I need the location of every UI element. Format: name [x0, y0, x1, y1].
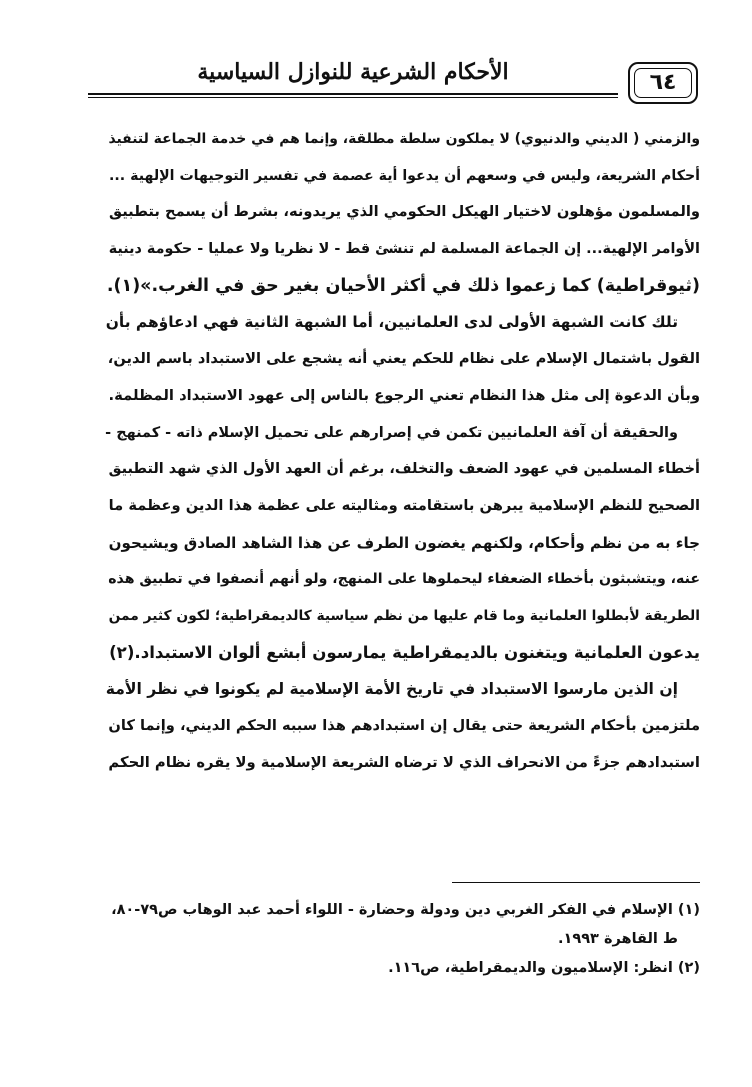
body-text [96, 121, 700, 781]
body-line: القول باشتمال الإسلام على نظام للحكم يعني أنه يشجع على الاستبداد باسم الدين، [107, 350, 700, 368]
header-rule [88, 93, 618, 95]
paragraph-first-line: تلك كانت الشبهة الأولى لدى العلمانيين، أما الشبهة الثانية فهي ادعاؤهم بأن [105, 313, 678, 332]
running-header-title: الأحكام الشرعية للنوازل السياسية [197, 59, 509, 85]
body-line: أخطاء المسلمين في عهود الضعف والتخلف، برغم أن العهد الأول الذي شهد التطبيق [108, 461, 700, 478]
body-line: والزمني ( الديني والدنيوي) لا يملكون سلطة مطلقة، وإنما هم في خدمة الجماعة لتنفيذ [108, 131, 700, 147]
page-number: ٦٤ [628, 62, 698, 104]
footnote-separator [452, 882, 700, 883]
body-line: والمسلمون مؤهلون لاختيار الهيكل الحكومي الذي يريدونه، بشرط أن يسمح بتطبيق [108, 203, 700, 221]
body-line: أحكام الشريعة، وليس في وسعهم أن يدعوا أية عصمة في تفسير التوجيهات الإلهية ... [109, 167, 700, 184]
paragraph-first-line: والحقيقة أن آفة العلمانيين تكمن في إصرارهم على تحميل الإسلام ذاته - كمنهج - [105, 424, 678, 441]
header-rule-thin [88, 97, 618, 98]
footnote-2: (٢) انظر: الإسلاميون والديمقراطية، ص١١٦. [388, 960, 700, 976]
body-line: (ثيوقراطية) كما زعموا ذلك في أكثر الأحيان بغير حق في الغرب.»(١). [106, 275, 700, 296]
body-line: الصحيح للنظم الإسلامية يبرهن باستقامته ومثاليته على عظمة هذا الدين وعظمة ما [108, 496, 700, 514]
body-line: جاء به من نظم وأحكام، ولكنهم يغضون الطرف عن هذا الشاهد الصادق ويشيحون [108, 533, 700, 552]
body-line: الأوامر الإلهية... إن الجماعة المسلمة لم تنشئ قط - لا نظريا ولا عمليا - حكومة دينية [108, 241, 700, 258]
body-line: استبدادهم جزءً من الانحراف الذي لا ترضاه الشريعة الإسلامية ولا يقره نظام الحكم [108, 753, 700, 771]
body-line: يدعون العلمانية ويتغنون بالديمقراطية يمارسون أبشع ألوان الاستبداد.(٢) [109, 642, 700, 662]
footnote-1-continuation: ط القاهرة ١٩٩٣. [557, 931, 678, 947]
body-line: ملتزمين بأحكام الشريعة حتى يقال إن استبدادهم هذا سببه الحكم الديني، وإنما كان [108, 717, 700, 734]
footnotes [96, 896, 700, 983]
footnote-1: (١) الإسلام في الفكر الغربي دين ودولة وحضارة - اللواء أحمد عبد الوهاب ص٧٩-٨٠، [111, 902, 700, 918]
paragraph-first-line: إن الذين مارسوا الاستبداد في تاريخ الأمة الإسلامية لم يكونوا في نظر الأمة [105, 680, 678, 699]
body-line: عنه، ويتشبثون بأخطاء الضعفاء ليحملوها على المنهج، ولو أنهم أنصفوا في تطبيق هذه [108, 571, 700, 588]
body-line: الطريقة لأبطلوا العلمانية وما قام عليها من نظم سياسية كالديمقراطية؛ لكون كثير ممن [108, 607, 700, 624]
body-line: وبأن الدعوة إلى مثل هذا النظام تعني الرجوع بالناس إلى عهود الاستبداد المظلمة. [108, 386, 700, 404]
